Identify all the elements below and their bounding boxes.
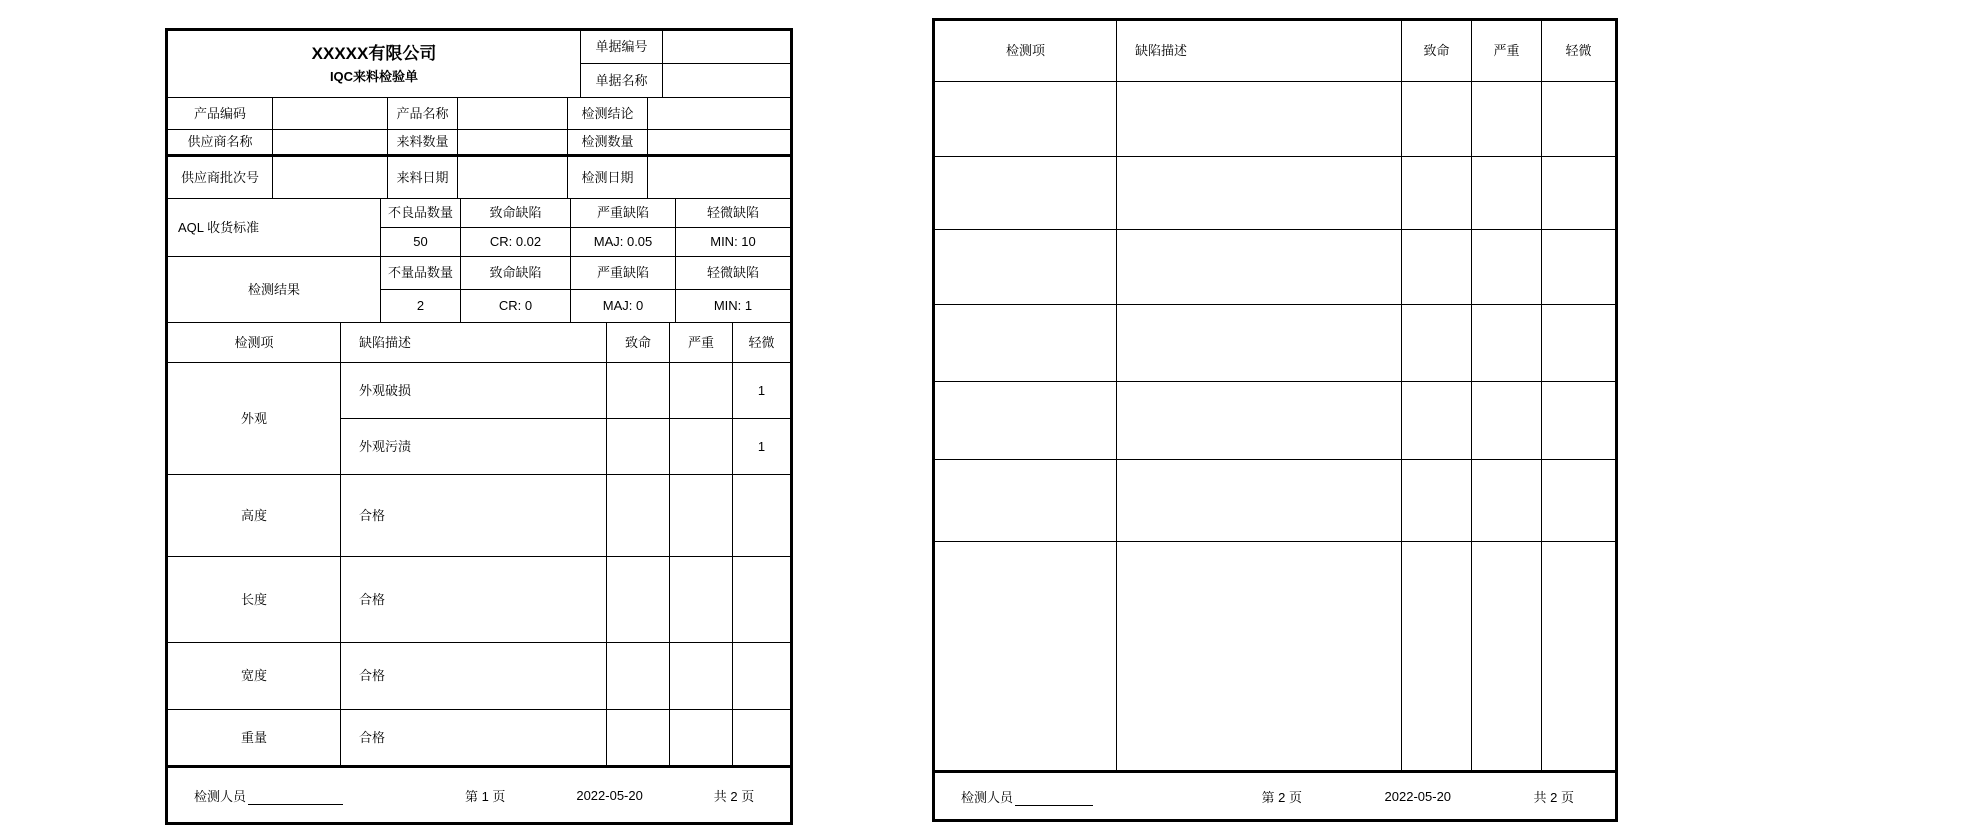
conclusion-value [648,98,790,129]
aql-qty-value: 50 [381,228,461,256]
detail-header-major: 严重 [1472,21,1542,81]
detail-item-cell [935,305,1117,381]
aql-critical-value: CR: 0.02 [461,228,571,256]
result-qty-value: 2 [381,290,461,322]
defect-major-cell [670,643,733,709]
defect-minor-cell [1542,460,1615,541]
detail-header-desc: 缺陷描述 [341,323,607,362]
product-row [168,98,790,130]
defect-major-cell [670,363,733,418]
page-number: 第 1 页 [464,788,506,804]
detail-header-item: 检测项 [168,323,341,362]
detail-item-cell [935,82,1117,156]
detail-header-minor: 轻微 [748,334,775,350]
detail-desc-cell [1117,542,1402,770]
result-label: 检测结果 [168,257,381,322]
detail-row-weight [168,710,790,768]
empty-detail-row [935,382,1615,460]
result-grid [381,257,790,322]
defect-major-cell [1472,230,1542,304]
empty-detail-row [935,157,1615,230]
defect-major-cell [670,557,733,642]
product-name-value [458,98,568,129]
incoming-qty-value [458,130,568,154]
detail-header-critical: 致命 [1402,21,1472,81]
defect-critical-cell [1402,460,1472,541]
detail-item-appearance: 外观 [168,363,341,474]
detail-item-cell [935,157,1117,229]
result-critical-header: 致命缺陷 [461,257,571,289]
inspect-qty-value [648,130,790,154]
result-section [168,257,790,323]
form-title: IQC来料检验单 [329,68,419,84]
incoming-date-value [458,157,568,198]
defect-critical-cell [607,557,670,642]
defect-minor-cell: 1 [757,438,766,454]
result-minor-header: 轻微缺陷 [706,265,759,281]
detail-row-appearance [168,363,790,475]
total-pages: 共 2 页 [713,788,755,804]
detail-item-cell [935,382,1117,459]
defect-minor-cell [1542,542,1615,770]
detail-item-cell [935,230,1117,304]
inspector-signature-line [1015,792,1093,806]
detail-header-desc: 缺陷描述 [1117,21,1402,81]
detail-item-cell [935,542,1117,770]
appearance-subrow-2 [341,419,790,474]
aql-minor-header: 轻微缺陷 [706,205,759,221]
batch-value [273,157,388,198]
defect-minor-cell [733,643,790,709]
doc-no-row [581,31,790,64]
aql-section [168,199,790,257]
defect-critical-cell [1402,542,1472,770]
result-header-row [381,257,790,290]
defect-minor-cell [1542,82,1615,156]
defect-critical-cell [1402,382,1472,459]
result-major-header: 严重缺陷 [571,257,676,289]
detail-item-cell: 宽度 [168,643,341,709]
company-header [168,31,581,97]
inspector-label: 检测人员 [961,789,1014,805]
detail-header-major: 严重 [670,323,733,362]
defect-minor-cell [1542,305,1615,381]
defect-minor-cell: 1 [757,382,766,398]
inspector-label: 检测人员 [194,788,247,804]
result-value-row [381,290,790,322]
result-minor-value: MIN: 1 [713,298,753,314]
page-number: 第 2 页 [1261,789,1303,805]
doc-no-value [663,31,790,63]
detail-desc-cell [1117,157,1402,229]
aql-minor-value: MIN: 10 [710,234,756,250]
detail-desc-cell: 合格 [341,643,607,709]
detail-desc-cell [1117,82,1402,156]
defect-major-cell [1472,157,1542,229]
doc-name-row [581,64,790,97]
page1-footer [168,768,790,822]
header-band [168,31,790,98]
detail-desc-cell: 合格 [341,475,607,556]
defect-minor-cell [1542,382,1615,459]
aql-value-row [381,228,790,256]
page-2 [932,18,1618,822]
defect-major-cell [1472,305,1542,381]
supplier-label: 供应商名称 [168,130,273,154]
page2-footer [935,773,1615,819]
inspector-group [935,787,1221,806]
detail-row-height [168,475,790,557]
total-pages: 共 2 页 [1533,789,1574,805]
defect-critical-cell [1402,157,1472,229]
detail-desc-cell: 合格 [341,710,607,765]
inspect-date-label: 检测日期 [568,157,648,198]
incoming-date-label: 来料日期 [388,157,458,198]
product-code-label: 产品编码 [168,98,273,129]
doc-name-value [663,64,790,97]
defect-major-cell [1472,460,1542,541]
product-name-label: 产品名称 [388,98,458,129]
result-major-value: MAJ: 0 [571,290,676,322]
appearance-subrows [341,363,790,474]
empty-detail-row [935,82,1615,157]
detail-header-critical: 致命 [607,323,670,362]
defect-major-cell [670,419,733,474]
product-code-value [273,98,388,129]
company-name: XXXXX有限公司 [311,43,437,63]
detail-item-cell: 重量 [168,710,341,765]
defect-major-cell [1472,82,1542,156]
aql-critical-header: 致命缺陷 [461,199,571,227]
result-critical-value: CR: 0 [461,290,571,322]
aql-major-header: 严重缺陷 [571,199,676,227]
detail-desc-cell [1117,382,1402,459]
detail-header-row [168,323,790,363]
detail-desc-cell [1117,460,1402,541]
doc-name-label: 单据名称 [581,64,663,97]
conclusion-label: 检测结论 [568,98,648,129]
empty-detail-row-tall [935,542,1615,773]
detail-desc-cell [1117,230,1402,304]
defect-critical-cell [607,475,670,556]
supplier-row [168,130,790,157]
appearance-subrow-1 [341,363,790,419]
doc-no-label: 单据编号 [581,31,663,63]
detail-item-cell: 高度 [168,475,341,556]
inspect-qty-label: 检测数量 [568,130,648,154]
aql-header-row [381,199,790,228]
defect-desc-cell: 外观破损 [341,363,607,418]
empty-detail-row [935,305,1615,382]
defect-critical-cell [607,419,670,474]
detail-header-item: 检测项 [935,21,1117,81]
detail-desc-cell: 合格 [341,557,607,642]
inspect-date-value [648,157,790,198]
report-date: 2022-05-20 [1384,788,1452,804]
doc-info-block [581,31,790,97]
defect-major-cell [670,710,733,765]
aql-grid [381,199,790,256]
detail-row-width [168,643,790,710]
detail-row-length [168,557,790,643]
aql-major-value: MAJ: 0.05 [571,228,676,256]
aql-qty-header: 不良品数量 [381,199,461,227]
detail-item-cell [935,460,1117,541]
supplier-value [273,130,388,154]
page2-header-row [935,21,1615,82]
defect-critical-cell [1402,82,1472,156]
defect-critical-cell [607,710,670,765]
batch-row [168,157,790,199]
defect-minor-cell [1542,157,1615,229]
defect-major-cell [1472,382,1542,459]
defect-critical-cell [1402,230,1472,304]
result-qty-header: 不量品数量 [381,257,461,289]
defect-minor-cell [733,475,790,556]
defect-minor-cell [733,557,790,642]
report-date: 2022-05-20 [576,787,643,803]
defect-desc-cell: 外观污渍 [341,419,607,474]
defect-critical-cell [607,643,670,709]
detail-header-minor: 轻微 [1565,43,1592,59]
batch-label: 供应商批次号 [168,157,273,198]
defect-critical-cell [607,363,670,418]
empty-detail-row [935,460,1615,542]
empty-detail-row [935,230,1615,305]
aql-label: AQL 收货标准 [168,199,381,256]
inspector-signature-line [248,791,343,805]
detail-item-cell: 长度 [168,557,341,642]
defect-critical-cell [1402,305,1472,381]
defect-major-cell [670,475,733,556]
detail-desc-cell [1117,305,1402,381]
incoming-qty-label: 来料数量 [388,130,458,154]
defect-minor-cell [733,710,790,765]
page-1 [165,28,793,825]
defect-major-cell [1472,542,1542,770]
inspector-group [168,786,429,805]
defect-minor-cell [1542,230,1615,304]
